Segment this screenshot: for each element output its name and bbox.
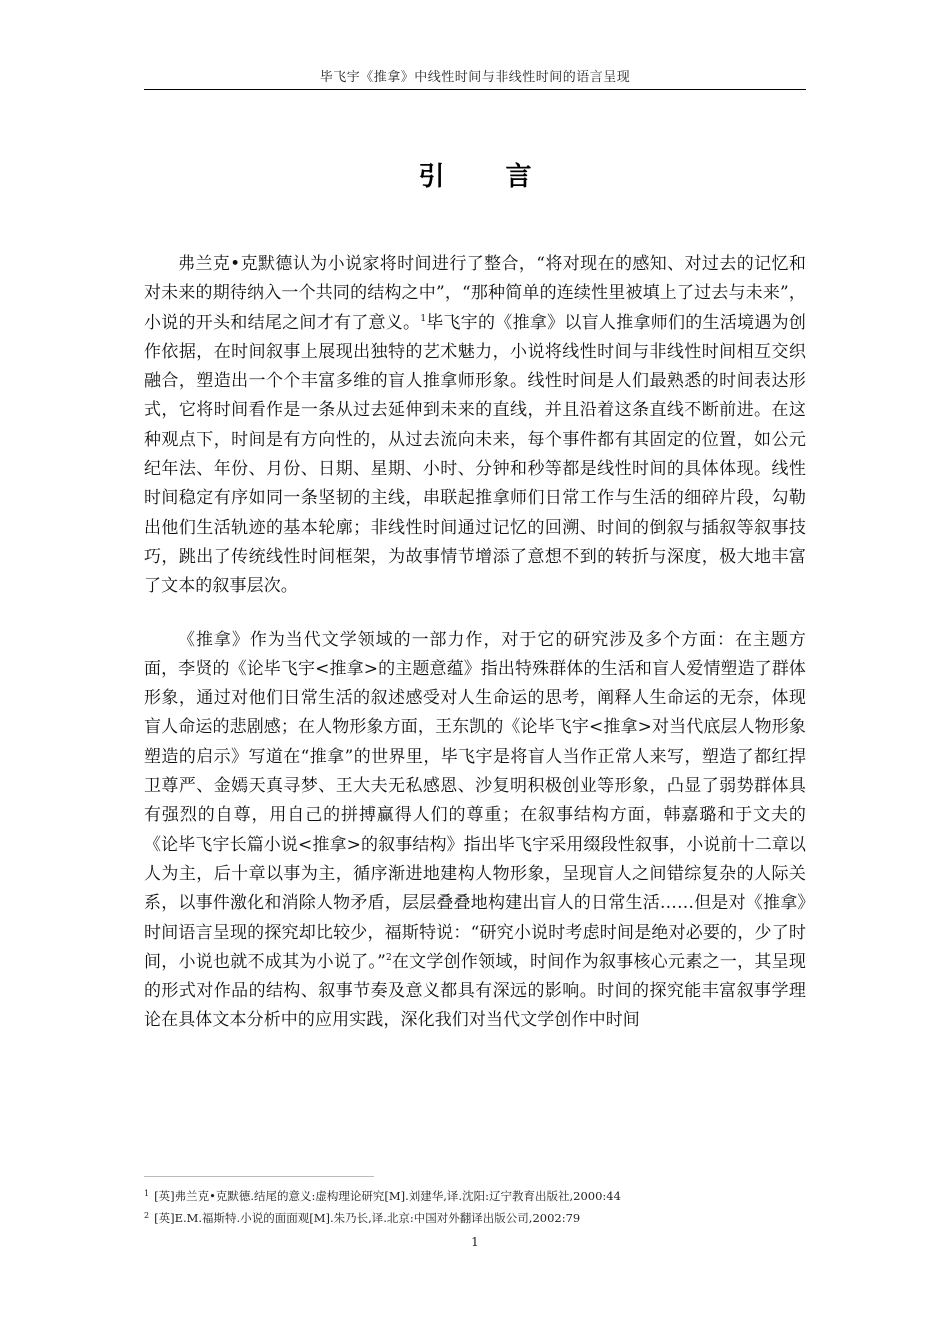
footnote-ref-1[interactable]: 1: [420, 313, 427, 324]
paragraph-2-text-a: 《推拿》作为当代文学领域的一部力作，对于它的研究涉及多个方面：在主题方面，李贤的《论毕飞宇<推拿>的主题意蕴》指出特殊群体的生活和盲人爱情塑造了群体形象，通过对他们日常生活的叙述感受对人生命运的思考，阐释人生命运的无奈，体现盲人命运的悲剧感；在人物形象方面，王东凯的《论毕飞宇<推拿>对当代底层人物形象塑造的启示》写道在“推拿”的世界里，毕飞宇是将盲人当作正常人来写，塑造了都红捍卫尊严、金嫣天真寻梦、王大夫无私感恩、沙复明积极创业等形象，凸显了弱势群体具有强烈的自尊，用自己的拼搏赢得人们的尊重；在叙事结构方面，韩嘉璐和于文夫的《论毕飞宇长篇小说<推拿>的叙事结构》指出毕飞宇采用缀段性叙事，小说前十二章以人为主，后十章以事为主，循序渐进地建构人物形象，呈现盲人之间错综复杂的人际关系，以事件激化和消除人物矛盾，层层叠叠地构建出盲人的日常生活……但是对《推拿》时间语言呈现的探究却比较少，福斯特说：“研究小说时考虑时间是绝对必要的，少了时间，小说也就不成其为小说了。”: [144, 629, 806, 972]
paragraph-2-text-b: 在文学创作领域，时间作为叙事核心元素之一，其呈现的形式对作品的结构、叙事节奏及意义都具有深远的影响。时间的探究能丰富叙事学理论在具体文本分析中的应用实践，深化我们对当代文学创作中时间: [144, 951, 806, 1031]
footnote-text-2: [英]E.M.福斯特.小说的面面观[M].朱乃长,译.北京:中国对外翻译出版公司,2002:79: [154, 1211, 581, 1225]
footnote-2: [144, 1206, 806, 1228]
paragraph-1-text-a: 弗兰克•克默德认为小说家将时间进行了整合，“将对现在的感知、对过去的记忆和对未来的期待纳入一个共同的结构之中”，“那种简单的连续性里被填上了过去与未来”，小说的开头和结尾之间才有了意义。: [144, 254, 806, 333]
footnote-mark-2: 2: [144, 1211, 150, 1220]
page-number: 1: [471, 1235, 479, 1249]
running-header: 毕飞宇《推拿》中线性时间与非线性时间的语言呈现: [319, 70, 631, 85]
footnote-separator: [144, 1176, 374, 1177]
header-rule: [144, 89, 806, 90]
chapter-title: 引 言: [418, 162, 558, 192]
body-text: [144, 250, 806, 1036]
paragraph-1-text-b: 毕飞宇的《推拿》以盲人推拿师们的生活境遇为创作依据，在时间叙事上展现出独特的艺术魅力，小说将线性时间与非线性时间相互交织融合，塑造出一个个丰富多维的盲人推拿师形象。线性时间是人们最熟悉的时间表达形式，它将时间看作是一条从过去延伸到未来的直线，并且沿着这条直线不断前进。在这种观点下，时间是有方向性的，从过去流向未来，每个事件都有其固定的位置，如公元纪年法、年份、月份、日期、星期、小时、分钟和秒等都是线性时间的具体体现。线性时间稳定有序如同一条坚韧的主线，串联起推拿师们日常工作与生活的细碎片段，勾勒出他们生活轨迹的基本轮廓；非线性时间通过记忆的回溯、时间的倒叙与插叙等叙事技巧，跳出了传统线性时间框架，为故事情节增添了意想不到的转折与深度，极大地丰富了文本的叙事层次。: [144, 312, 806, 597]
footnote-text-1: [英]弗兰克•克默德.结尾的意义:虚构理论研究[M].刘建华,译.沈阳:辽宁教育出版社,2000:44: [154, 1189, 621, 1203]
footnote-1: [144, 1184, 806, 1206]
footnote-ref-2[interactable]: 2: [385, 952, 392, 963]
paragraph-2: [144, 626, 806, 1036]
footnote-mark-1: 1: [144, 1189, 150, 1198]
footnotes: [144, 1184, 806, 1228]
paragraph-1: [144, 250, 806, 602]
